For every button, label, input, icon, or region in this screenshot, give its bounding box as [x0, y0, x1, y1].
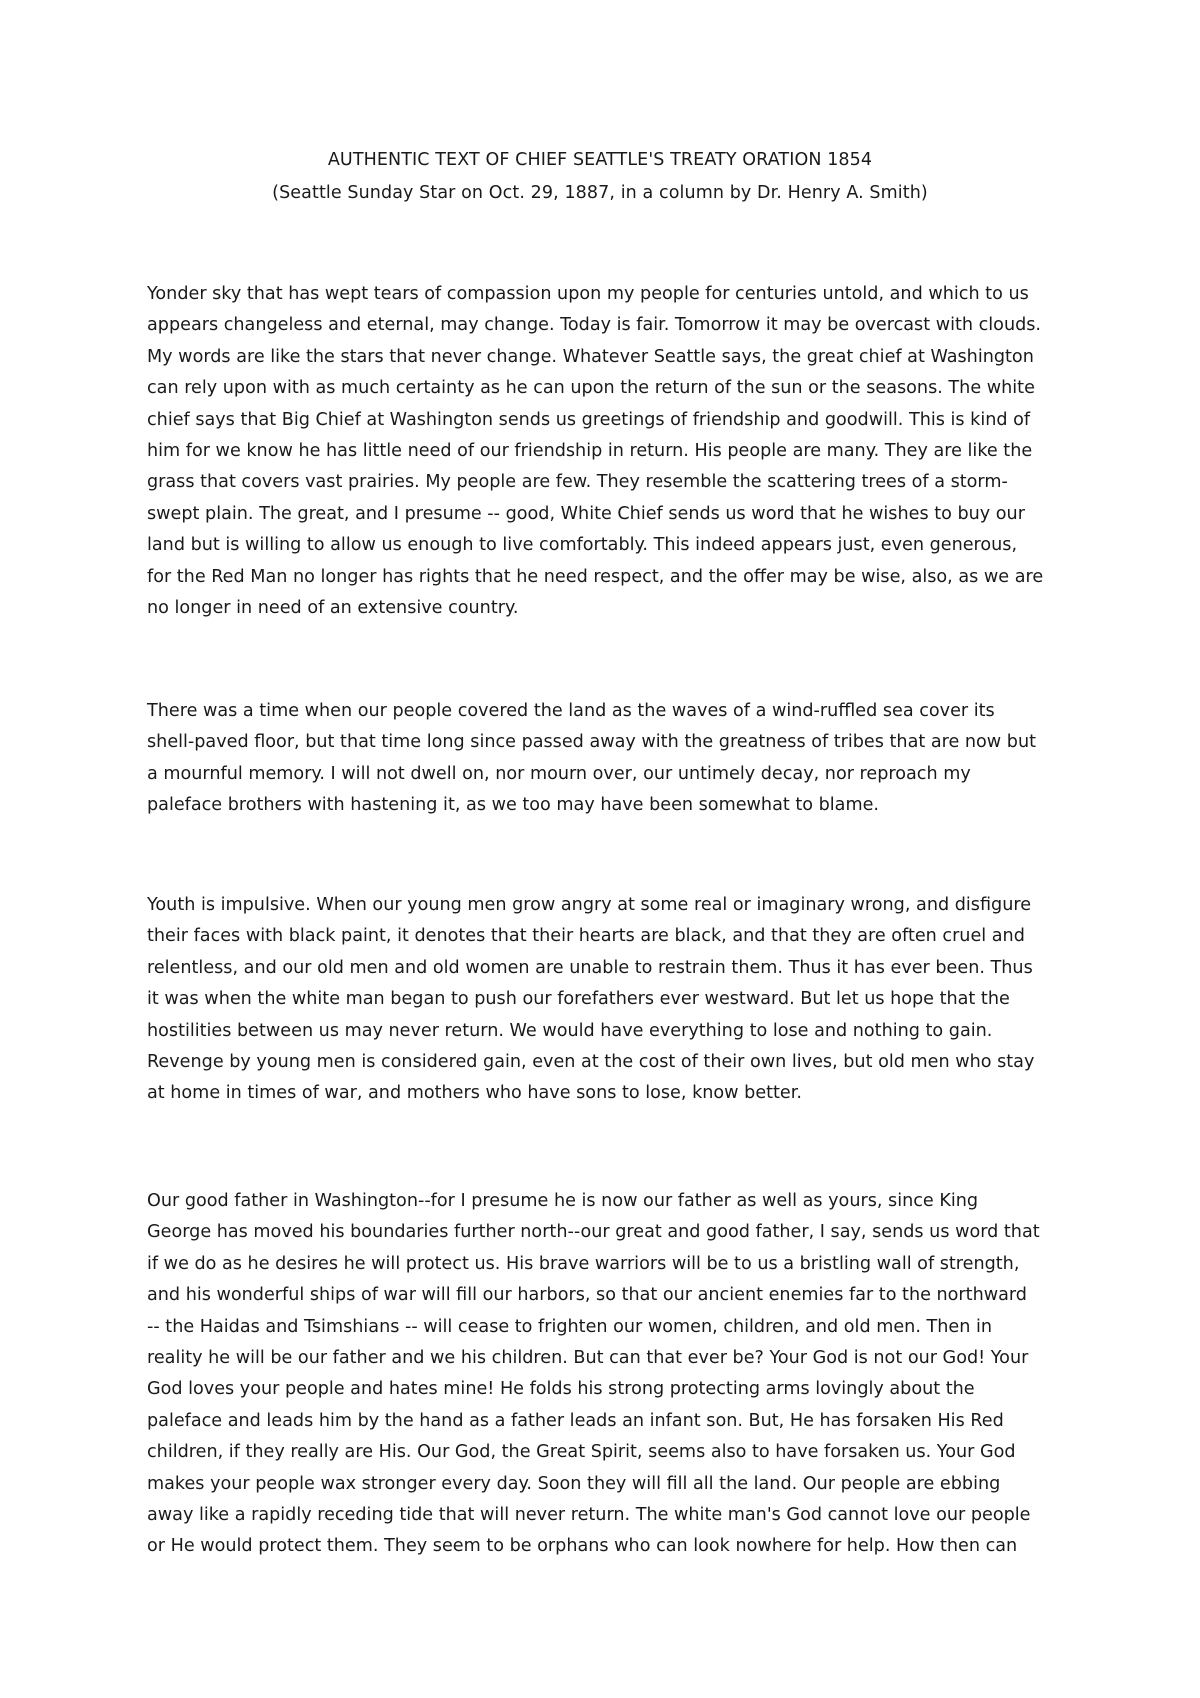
text-line: a mournful memory. I will not dwell on, nor mourn over, our untimely decay, nor reproach my [147, 763, 971, 784]
text-line: or He would protect them. They seem to be orphans who can look nowhere for help. How then can [147, 1536, 1018, 1557]
text-line: children, if they really are His. Our God, the Great Spirit, seems also to have forsaken us. Your God [147, 1442, 1016, 1463]
text-line: shell-paved floor, but that time long since passed away with the greatness of tribes that are now but [147, 732, 1036, 753]
text-line: -- the Haidas and Tsimshians -- will cease to frighten our women, children, and old men. Then in [147, 1316, 993, 1337]
text-line: and his wonderful ships of war will fill our harbors, so that our ancient enemies far to the northward [147, 1285, 1027, 1306]
text-line: Our good father in Washington--for I presume he is now our father as well as yours, since King [147, 1191, 979, 1211]
text-line: grass that covers vast prairies. My people are few. They resemble the scattering trees of a storm- [147, 472, 1008, 493]
document-header [0, 144, 1200, 210]
text-line: There was a time when our people covered the land as the waves of a wind-ruffled sea cover its [147, 701, 995, 721]
text-line: paleface brothers with hastening it, as we too may have been somewhat to blame. [147, 795, 879, 816]
text-line: makes your people wax stronger every day. Soon they will fill all the land. Our people are ebbing [147, 1473, 1001, 1494]
text-line: George has moved his boundaries further north--our great and good father, I say, sends us word that [147, 1222, 1040, 1243]
text-line: it was when the white man began to push our forefathers ever westward. But let us hope that the [147, 989, 1010, 1010]
text-line: swept plain. The great, and I presume -- good, White Chief sends us word that he wishes to buy our [147, 503, 1025, 524]
text-line: My words are like the stars that never change. Whatever Seattle says, the great chief at Washington [147, 346, 1034, 367]
paragraph-3 [147, 890, 1087, 1110]
document-subtitle: (Seattle Sunday Star on Oct. 29, 1887, in a column by Dr. Henry A. Smith) [272, 183, 928, 203]
text-line: away like a rapidly receding tide that will never return. The white man's God cannot love our people [147, 1505, 1031, 1526]
text-line: hostilities between us may never return. We would have everything to lose and nothing to gain. [147, 1020, 993, 1041]
text-line: relentless, and our old men and old women are unable to restrain them. Thus it has ever been. Thus [147, 957, 1033, 978]
paragraph-1 [147, 279, 1087, 624]
text-line: land but is willing to allow us enough to live comfortably. This indeed appears just, even generous, [147, 535, 1018, 556]
text-line: Yonder sky that has wept tears of compassion upon my people for centuries untold, and which to us [147, 284, 1029, 304]
text-line: can rely upon with as much certainty as he can upon the return of the sun or the seasons. The white [147, 378, 1035, 399]
text-line: chief says that Big Chief at Washington sends us greetings of friendship and goodwill. This is kind of [147, 409, 1031, 430]
text-line: if we do as he desires he will protect us. His brave warriors will be to us a bristling wall of strength, [147, 1253, 1020, 1274]
paragraph-4 [147, 1186, 1087, 1563]
text-line: for the Red Man no longer has rights that he need respect, and the offer may be wise, also, as we are [147, 566, 1044, 587]
text-line: God loves your people and hates mine! He folds his strong protecting arms lovingly about the [147, 1379, 975, 1400]
paragraph-2 [147, 696, 1087, 822]
text-line: paleface and leads him by the hand as a father leads an infant son. But, He has forsaken His Red [147, 1410, 1004, 1431]
text-line: reality he will be our father and we his children. But can that ever be? Your God is not our God! Your [147, 1348, 1029, 1369]
document-title: AUTHENTIC TEXT OF CHIEF SEATTLE'S TREATY ORATION 1854 [327, 150, 873, 170]
text-line: him for we know he has little need of our friendship in return. His people are many. They are like the [147, 441, 1033, 462]
text-line: their faces with black paint, it denotes that their hearts are black, and that they are often cruel and [147, 926, 1025, 947]
text-line: at home in times of war, and mothers who have sons to lose, know better. [147, 1083, 802, 1104]
text-line: appears changeless and eternal, may change. Today is fair. Tomorrow it may be overcast with clouds. [147, 315, 1042, 336]
text-line: Revenge by young men is considered gain, even at the cost of their own lives, but old men who stay [147, 1052, 1035, 1073]
text-line: Youth is impulsive. When our young men grow angry at some real or imaginary wrong, and disfigure [147, 895, 1032, 915]
text-line: no longer in need of an extensive country. [147, 598, 519, 619]
